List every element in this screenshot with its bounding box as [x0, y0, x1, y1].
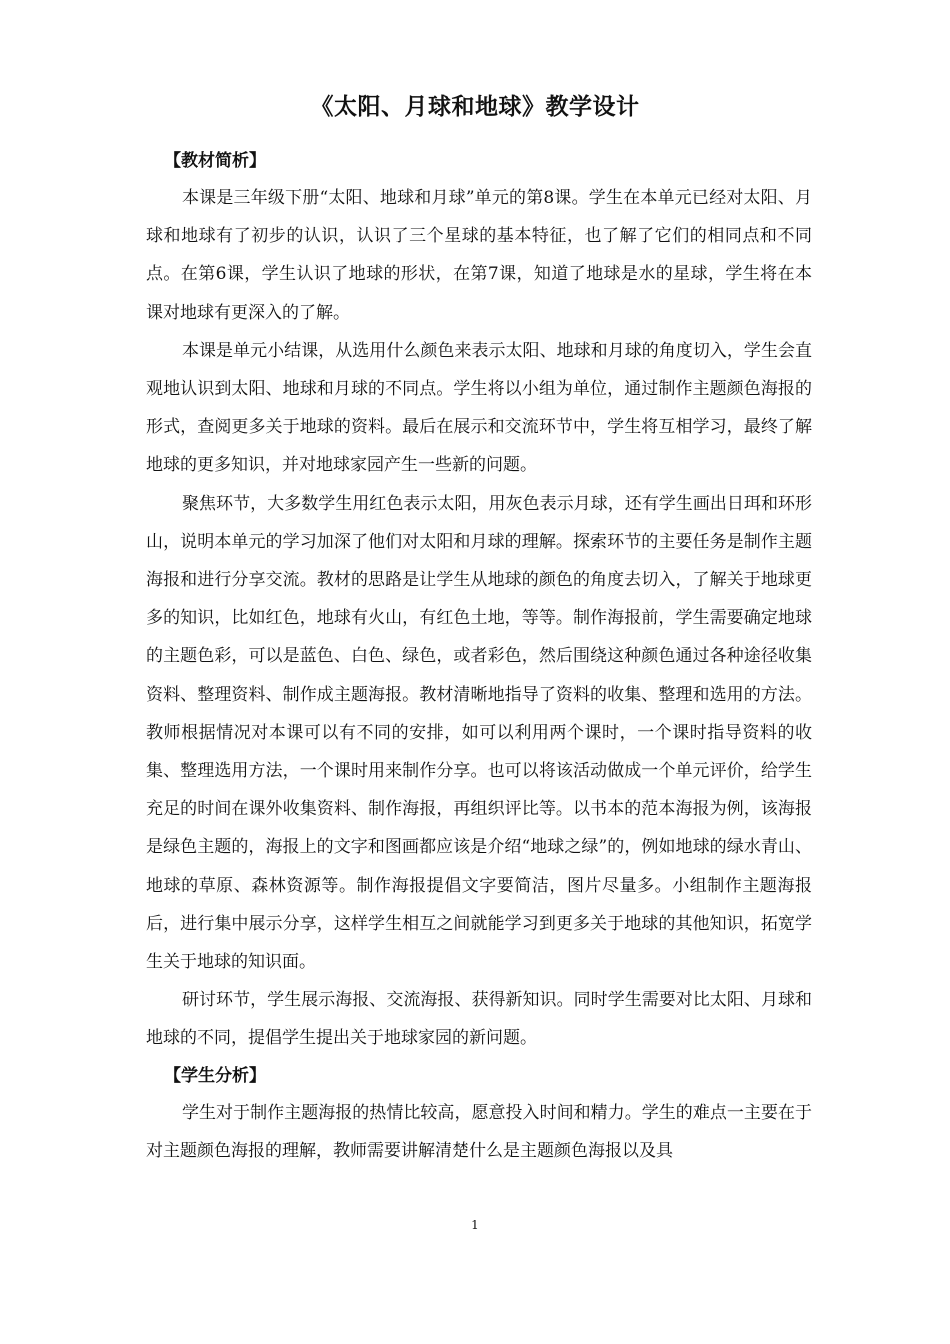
- paragraph: 本课是三年级下册“太阳、地球和月球”单元的第8课。学生在本单元已经对太阳、月球和地球有了初步的认识，认识了三个星球的基本特征，也了解了它们的相同点和不同点。在第6课，学生认识了地球的形状，在第7课，知道了地球是水的星球，学生将在本课对地球有更深入的了解。: [146, 188, 812, 323]
- paragraph: 聚焦环节，大多数学生用红色表示太阳，用灰色表示月球，还有学生画出日珥和环形山，说明本单元的学习加深了他们对太阳和月球的理解。探索环节的主要任务是制作主题海报和进行分享交流。教材的思路是让学生从地球的颜色的角度去切入，了解关于地球更多的知识，比如红色，地球有火山，有红色土地，等等。制作海报前，学生需要确定地球的主题色彩，可以是蓝色、白色、绿色，或者彩色，然后围绕这种颜色通过各种途径收集资料、整理资料、制作成主题海报。教材清晰地指导了资料的收集、整理和选用的方法。教师根据情况对本课可以有不同的安排，如可以利用两个课时，一个课时指导资料的收集、整理选用方法，一个课时用来制作分享。也可以将该活动做成一个单元评价，给学生充足的时间在课外收集资料、制作海报，再组织评比等。以书本的范本海报为例，该海报是绿色主题的，海报上的文字和图画都应该是介绍“地球之绿”的，例如地球的绿水青山、地球的草原、森林资源等。制作海报提倡文字要简洁，图片尽量多。小组制作主题海报后，进行集中展示分享，这样学生相互之间就能学习到更多关于地球的其他知识，拓宽学生关于地球的知识面。: [146, 493, 812, 973]
- document-title: 《太阳、月球和地球》教学设计: [310, 94, 640, 120]
- section-student-analysis: [146, 1058, 812, 1170]
- section-heading: 【学生分析】: [164, 1065, 266, 1086]
- section-textbook-analysis: [146, 143, 812, 1058]
- paragraph: 研讨环节，学生展示海报、交流海报、获得新知识。同时学生需要对比太阳、月球和地球的不同，提倡学生提出关于地球家园的新问题。: [146, 990, 812, 1049]
- section-heading: 【教材简析】: [164, 151, 266, 171]
- page-number: 1: [471, 1218, 479, 1232]
- paragraph: 本课是单元小结课，从选用什么颜色来表示太阳、地球和月球的角度切入，学生会直观地认识到太阳、地球和月球的不同点。学生将以小组为单位，通过制作主题颜色海报的形式，查阅更多关于地球的资料。最后在展示和交流环节中，学生将互相学习，最终了解地球的更多知识，并对地球家园产生一些新的问题。: [146, 340, 812, 476]
- document-body: [146, 143, 812, 1170]
- paragraph: 学生对于制作主题海报的热情比较高，愿意投入时间和精力。学生的难点一主要在于对主题颜色海报的理解，教师需要讲解清楚什么是主题颜色海报以及具: [146, 1102, 812, 1161]
